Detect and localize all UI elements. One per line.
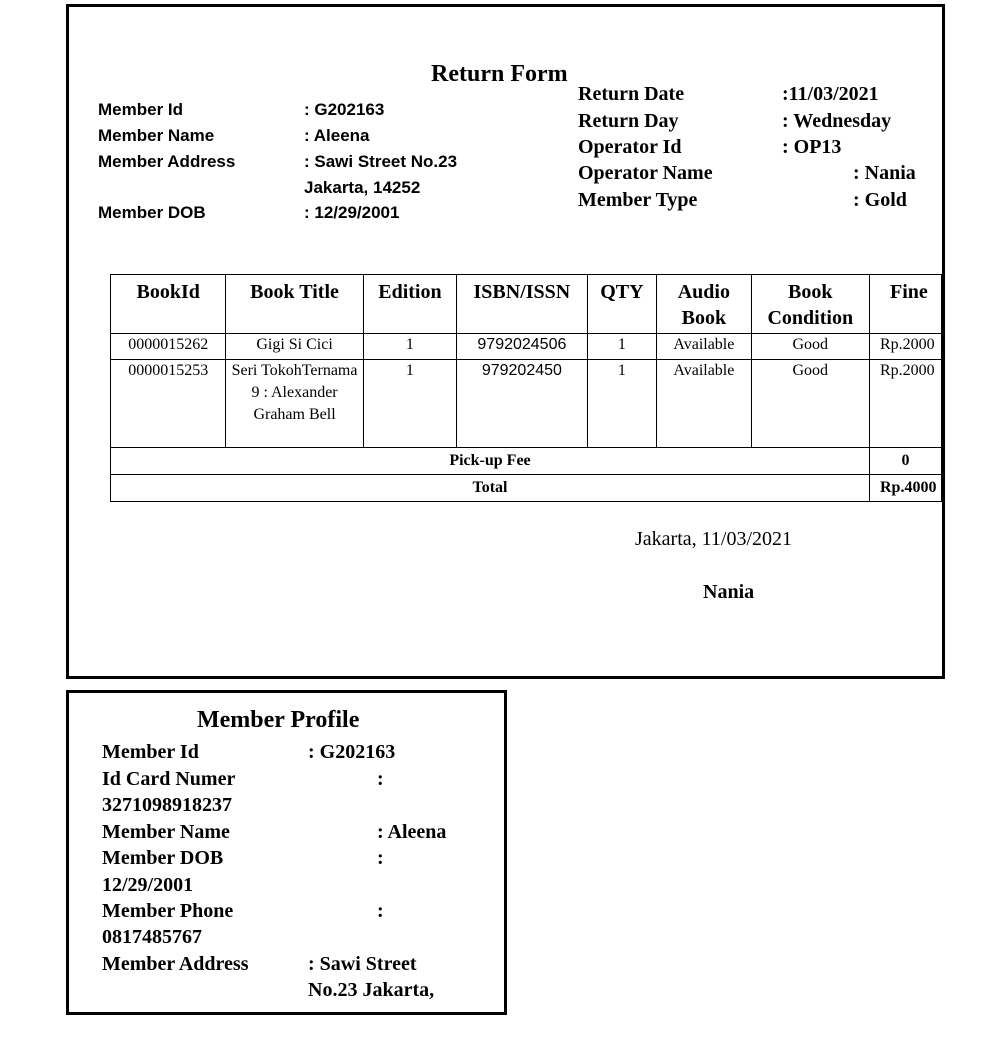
qty-cell: 1 [587,334,657,360]
mp-id-card-colon: : [377,768,384,790]
return-day-label: Return Day [578,110,679,132]
mp-member-dob-colon: : [377,847,384,869]
isbn-cell: 9792024506 [457,334,587,360]
mp-id-card-label: Id Card Numer [102,768,236,790]
fine-cell: Rp.2000 [870,360,942,448]
mp-member-id-label: Member Id [102,741,199,763]
col-header: Edition [363,275,456,334]
total-label: Total [111,475,870,502]
pickup-fee-row [111,448,942,475]
col-header: ISBN/ISSN [457,275,587,334]
member-type-value: : Gold [853,189,907,211]
mp-member-address-label: Member Address [102,953,249,975]
col-header: Book Condition [751,275,869,334]
member-profile-title: Member Profile [197,707,360,733]
col-header: Book Title [226,275,363,334]
member-address-line2: Jakarta, 14252 [304,178,421,197]
pickup-fee-label: Pick-up Fee [111,448,870,475]
member-address-line1: : Sawi Street No.23 [304,152,458,171]
mp-id-card-value: 3271098918237 [102,794,232,816]
return-form-title: Return Form [431,61,568,87]
col-header: BookId [111,275,226,334]
qty-cell: 1 [587,360,657,448]
operator-id-label: Operator Id [578,136,682,158]
mp-member-id-value: : G202163 [308,741,396,763]
books-table [110,274,942,502]
member-name-value: : Aleena [304,126,370,145]
mp-member-phone-colon: : [377,900,384,922]
total-row [111,475,942,502]
mp-member-phone-label: Member Phone [102,900,234,922]
mp-member-dob-value: 12/29/2001 [102,874,194,896]
book-title-cell: Seri TokohTernama 9 : Alexander Graham Bell [226,360,363,448]
mp-member-name-value: : Aleena [377,821,447,843]
condition-cell: Good [751,360,869,448]
book-title-cell: Gigi Si Cici [226,334,363,360]
book-id-cell: 0000015253 [111,360,226,448]
table-row [111,334,942,360]
member-type-label: Member Type [578,189,698,211]
mp-member-name-label: Member Name [102,821,230,843]
operator-id-value: : OP13 [782,136,842,158]
col-header: Audio Book [657,275,751,334]
member-dob-label: Member DOB [98,203,206,222]
audio-book-cell: Available [657,334,751,360]
total-value: Rp.4000 [870,475,942,502]
member-name-label: Member Name [98,126,215,145]
col-header: QTY [587,275,657,334]
mp-member-address-line1: : Sawi Street [308,953,417,975]
condition-cell: Good [751,334,869,360]
signature-name: Nania [703,581,755,603]
member-address-label: Member Address [98,152,236,171]
member-id-value: : G202163 [304,100,385,119]
audio-book-cell: Available [657,360,751,448]
operator-name-value: : Nania [853,162,916,184]
isbn-cell: 979202450 [457,360,587,448]
fine-cell: Rp.2000 [870,334,942,360]
edition-cell: 1 [363,360,456,448]
member-id-label: Member Id [98,100,184,119]
pickup-fee-value: 0 [870,448,942,475]
return-date-label: Return Date [578,83,685,105]
place-date: Jakarta, 11/03/2021 [635,528,793,550]
member-dob-value: : 12/29/2001 [304,203,400,222]
mp-member-dob-label: Member DOB [102,847,224,869]
book-id-cell: 0000015262 [111,334,226,360]
table-row [111,360,942,448]
member-profile [66,690,507,1015]
return-day-value: : Wednesday [782,110,892,132]
mp-member-address-line2: No.23 Jakarta, [308,979,435,1001]
table-header-row [111,275,942,334]
edition-cell: 1 [363,334,456,360]
return-date-value: :11/03/2021 [782,83,879,105]
mp-member-phone-value: 0817485767 [102,926,202,948]
return-form [66,4,945,679]
col-header: Fine [870,275,942,334]
operator-name-label: Operator Name [578,162,713,184]
